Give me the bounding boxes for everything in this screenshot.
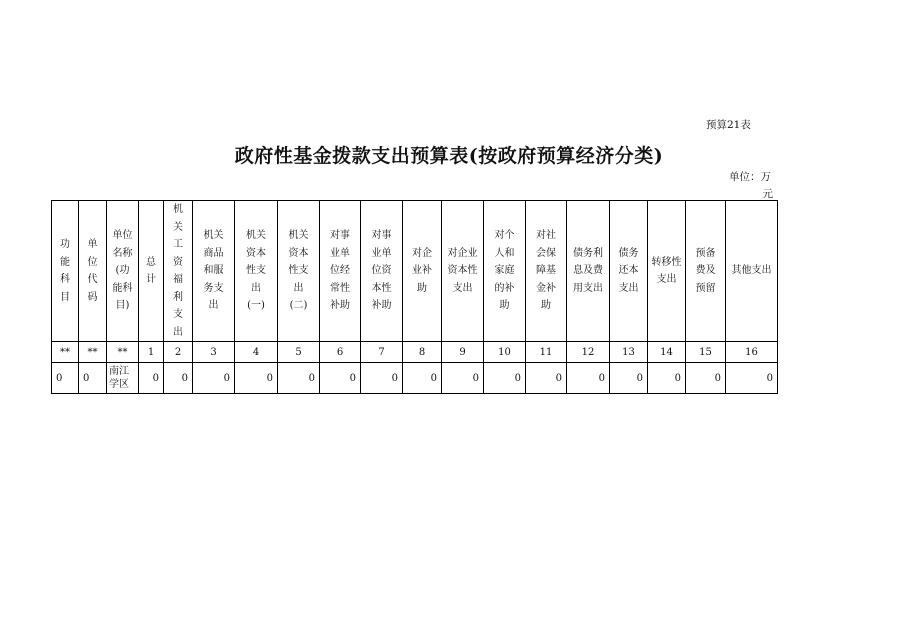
data-cell: 0 <box>278 363 320 394</box>
index-cell: 5 <box>278 342 320 363</box>
index-cell: ** <box>79 342 107 363</box>
budget-table <box>51 200 778 394</box>
header-cell: 机关工资福利支出 <box>164 201 193 342</box>
header-cell: 机关商品和服务支出 <box>193 201 235 342</box>
data-cell: 0 <box>164 363 193 394</box>
header-cell: 预备费及预留 <box>686 201 726 342</box>
index-cell: 1 <box>139 342 164 363</box>
data-cell: 0 <box>648 363 686 394</box>
form-number: 预算21表 <box>706 119 751 131</box>
unit-label-line2: 元 <box>762 188 773 200</box>
header-cell: 对社会保障基金补助 <box>526 201 567 342</box>
header-cell: 转移性支出 <box>648 201 686 342</box>
data-cell: 0 <box>726 363 778 394</box>
data-cell: 0 <box>403 363 442 394</box>
index-cell: 11 <box>526 342 567 363</box>
data-cell: 0 <box>610 363 648 394</box>
data-cell: 0 <box>320 363 361 394</box>
data-cell: 0 <box>235 363 278 394</box>
header-cell: 对个人和家庭的补助 <box>484 201 526 342</box>
index-cell: 8 <box>403 342 442 363</box>
data-cell: 0 <box>526 363 567 394</box>
index-row <box>52 342 778 363</box>
data-cell: 0 <box>686 363 726 394</box>
page-title: 政府性基金拨款支出预算表(按政府预算经济分类) <box>234 145 664 167</box>
header-cell: 对事业单位资本性补助 <box>361 201 403 342</box>
index-cell: 16 <box>726 342 778 363</box>
index-cell: 15 <box>686 342 726 363</box>
index-cell: 9 <box>442 342 484 363</box>
header-cell: 对事业单位经常性补助 <box>320 201 361 342</box>
index-cell: ** <box>107 342 139 363</box>
unit-name-cell: 南江学区 <box>107 363 139 394</box>
header-cell: 机关资本性支出(一) <box>235 201 278 342</box>
data-cell: 0 <box>52 363 79 394</box>
header-cell: 机关资本性支出(二) <box>278 201 320 342</box>
header-cell: 对企业资本性支出 <box>442 201 484 342</box>
data-cell: 0 <box>361 363 403 394</box>
data-cell: 0 <box>567 363 610 394</box>
header-cell: 其他支出 <box>726 201 778 342</box>
index-cell: ** <box>52 342 79 363</box>
index-cell: 7 <box>361 342 403 363</box>
header-cell: 债务利息及费用支出 <box>567 201 610 342</box>
header-cell: 债务还本支出 <box>610 201 648 342</box>
index-cell: 3 <box>193 342 235 363</box>
index-cell: 2 <box>164 342 193 363</box>
data-cell: 0 <box>442 363 484 394</box>
index-cell: 6 <box>320 342 361 363</box>
header-row <box>52 201 778 342</box>
unit-label <box>729 169 781 203</box>
index-cell: 10 <box>484 342 526 363</box>
index-cell: 14 <box>648 342 686 363</box>
data-cell: 0 <box>139 363 164 394</box>
index-cell: 13 <box>610 342 648 363</box>
unit-label-line1: 单位：万 <box>729 171 771 183</box>
table-row <box>52 363 778 394</box>
data-cell: 0 <box>79 363 107 394</box>
header-cell: 单位代码 <box>79 201 107 342</box>
data-cell: 0 <box>193 363 235 394</box>
header-cell: 功能科目 <box>52 201 79 342</box>
index-cell: 4 <box>235 342 278 363</box>
header-cell: 单位名称(功能科目) <box>107 201 139 342</box>
header-cell: 对企业补助 <box>403 201 442 342</box>
header-cell: 总计 <box>139 201 164 342</box>
index-cell: 12 <box>567 342 610 363</box>
data-cell: 0 <box>484 363 526 394</box>
